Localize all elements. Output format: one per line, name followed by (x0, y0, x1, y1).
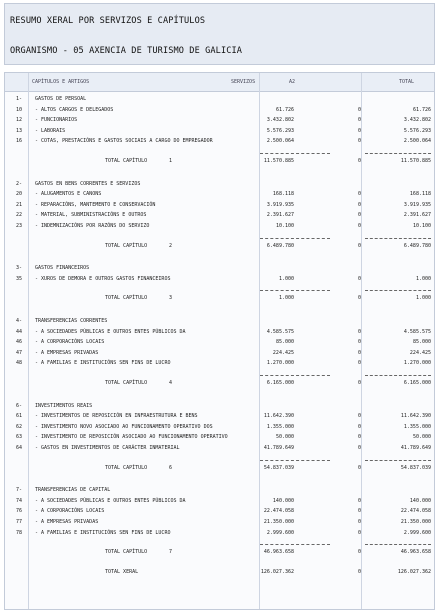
table-row (5, 116, 434, 124)
report-header (4, 3, 435, 65)
row-code: 12 (16, 117, 23, 124)
row-code: 48 (16, 360, 23, 367)
zero-value: 0 (357, 295, 361, 302)
a2-value: 168.118 (272, 191, 294, 198)
row-label: - A EMPRESAS PRIVADAS (35, 519, 99, 525)
total-value: 11.642.390 (400, 413, 431, 420)
budget-table (4, 72, 435, 610)
total-row (5, 242, 434, 250)
row-label: INVESTIMENTOS REAIS (35, 402, 93, 409)
a2-value: 2.500.064 (266, 138, 294, 145)
zero-value: 0 (357, 117, 361, 124)
row-code: 74 (16, 497, 23, 504)
subtotal-rule (260, 153, 330, 154)
a2-value: 46.963.658 (263, 549, 294, 556)
a2-value: 6.165.000 (266, 380, 294, 386)
row-label: TRANSFERENCIAS DE CAPITAL (35, 487, 111, 494)
total-value: 22.474.058 (400, 508, 431, 515)
row-label: - A FAMILIAS E INSTITUCIÓNS SEN FINS DE LUCRO (35, 360, 171, 367)
zero-value: 0 (357, 138, 361, 145)
row-code: 21 (16, 201, 23, 208)
table-row (5, 338, 434, 346)
a2-value: 11.570.885 (263, 158, 294, 164)
total-value: 6.489.780 (403, 242, 431, 249)
total-value: 41.789.649 (400, 445, 431, 451)
a2-value: 1.000 (278, 275, 294, 282)
row-code: 77 (16, 519, 23, 525)
total-value: 3.919.935 (403, 201, 431, 208)
a2-value: 2.999.600 (266, 529, 294, 536)
row-code: 6- (16, 402, 23, 409)
table-row (5, 507, 434, 515)
zero-value: 0 (357, 423, 361, 430)
row-label: - COTAS, PRESTACIÓNS E GASTOS SOCIAIS A CARGO DO EMPREGADOR (35, 138, 213, 145)
row-code: 20 (16, 191, 23, 198)
table-row (5, 275, 434, 283)
table-row (5, 497, 434, 505)
row-label: - A FAMILIAS E INSTITUCIÓNS SEN FINS DE LUCRO (35, 529, 171, 536)
total-value: 168.118 (409, 191, 431, 198)
zero-value: 0 (357, 242, 361, 249)
zero-value: 0 (357, 106, 361, 113)
zero-value: 0 (357, 191, 361, 198)
table-row (5, 201, 434, 209)
row-code: 76 (16, 508, 23, 515)
row-code: 46 (16, 339, 23, 346)
row-code: 4- (16, 318, 23, 324)
chapter-row (5, 264, 434, 272)
subtotal-rule (260, 375, 330, 376)
row-label: - GASTOS EN INVESTIMENTOS DE CARÁCTER INMATERIAL (35, 445, 180, 451)
total-row (5, 294, 434, 302)
zero-value: 0 (357, 223, 361, 229)
row-code: 16 (16, 138, 23, 145)
total-row (5, 548, 434, 556)
table-row (5, 190, 434, 198)
zero-value: 0 (357, 519, 361, 525)
a2-value: 5.576.293 (266, 127, 294, 134)
chapter-number: 6 (169, 464, 173, 471)
row-label: TRANSFERENCIAS CORRENTES (35, 318, 108, 324)
report-title: RESUMO XERAL POR SERVIZOS E CAPÍTULOS (10, 16, 206, 26)
chapter-row (5, 180, 434, 188)
row-label: TOTAL CAPÍTULO (105, 380, 148, 386)
table-row (5, 328, 434, 336)
zero-value: 0 (357, 328, 361, 335)
a2-value: 11.642.390 (263, 413, 294, 420)
zero-value: 0 (357, 380, 361, 386)
chapter-number: 4 (169, 380, 173, 386)
subtotal-rule (365, 460, 431, 461)
table-row (5, 423, 434, 431)
a2-value: 50.000 (275, 434, 294, 441)
row-label: - A CORPORACIÓNS LOCAIS (35, 508, 105, 515)
total-value: 10.100 (412, 223, 431, 229)
row-label: - A SOCIEDADES PÚBLICAS E OUTROS ENTES PÚBLICOS DA (35, 497, 186, 504)
a2-value: 10.100 (275, 223, 294, 229)
row-label: - A EMPRESAS PRIVADAS (35, 349, 99, 356)
total-value: 11.570.885 (400, 158, 431, 164)
table-row (5, 359, 434, 367)
total-value: 1.000 (415, 295, 431, 302)
row-code: 7- (16, 487, 23, 494)
a2-value: 6.489.780 (266, 242, 294, 249)
zero-value: 0 (357, 201, 361, 208)
row-label: - INVESTIMENTO DE REPOSICIÓN ASOCIADO AO FUNCIONAMENTO OPERATIVO (35, 434, 228, 441)
row-code: 13 (16, 127, 23, 134)
row-label: - A CORPORACIÓNS LOCAIS (35, 339, 105, 346)
row-code: 62 (16, 423, 23, 430)
chapter-number: 1 (169, 158, 173, 164)
zero-value: 0 (357, 497, 361, 504)
column-header (5, 73, 434, 92)
row-code: 44 (16, 328, 23, 335)
total-value: 1.270.000 (403, 360, 431, 367)
subtotal-rule (260, 544, 330, 545)
zero-value: 0 (357, 275, 361, 282)
subtotal-rule (260, 460, 330, 461)
zero-value: 0 (357, 349, 361, 356)
subtotal-rule (365, 153, 431, 154)
row-label: - REPARACIÓNS, MANTEMENTO E CONSERVACIÓN (35, 201, 156, 208)
row-code: 10 (16, 106, 23, 113)
total-row (5, 379, 434, 387)
zero-value: 0 (357, 529, 361, 536)
row-label: TOTAL XERAL (105, 568, 139, 575)
table-row (5, 433, 434, 441)
table-row (5, 518, 434, 526)
zero-value: 0 (357, 127, 361, 134)
column-services: SERVIZOS (231, 79, 256, 85)
row-code: 2- (16, 180, 23, 187)
zero-value: 0 (357, 434, 361, 441)
total-value: 5.576.293 (403, 127, 431, 134)
row-label: GASTOS DE PERSOAL (35, 96, 87, 102)
zero-value: 0 (357, 212, 361, 219)
zero-value: 0 (357, 158, 361, 164)
total-row (5, 157, 434, 165)
zero-value: 0 (357, 508, 361, 515)
total-value: 61.726 (412, 106, 431, 113)
row-code: 1- (16, 96, 23, 102)
chapter-number: 3 (169, 295, 173, 302)
row-code: 22 (16, 212, 23, 219)
row-label: - INVESTIMENTOS DE REPOSICIÓN EN INFRAESTRUTURA E BENS (35, 413, 198, 420)
total-value: 6.165.000 (403, 380, 431, 386)
row-label: - ALUGAMENTOS E CANONS (35, 191, 102, 198)
row-code: 64 (16, 445, 23, 451)
chapter-row (5, 402, 434, 410)
row-label: - LABORAIS (35, 127, 66, 134)
table-row (5, 444, 434, 452)
table-row (5, 222, 434, 230)
row-code: 47 (16, 349, 23, 356)
row-label: - FUNCIONARIOS (35, 117, 78, 124)
row-code: 35 (16, 275, 23, 282)
zero-value: 0 (357, 339, 361, 346)
zero-value: 0 (357, 413, 361, 420)
total-value: 1.000 (415, 275, 431, 282)
a2-value: 3.432.802 (266, 117, 294, 124)
row-code: 3- (16, 265, 23, 272)
a2-value: 224.425 (272, 349, 294, 356)
chapter-number: 7 (169, 549, 173, 556)
zero-value: 0 (357, 549, 361, 556)
subtotal-rule (365, 238, 431, 239)
a2-value: 2.391.627 (266, 212, 294, 219)
table-row (5, 211, 434, 219)
total-row (5, 464, 434, 472)
total-value: 3.432.802 (403, 117, 431, 124)
a2-value: 4.585.575 (266, 328, 294, 335)
chapter-row (5, 317, 434, 325)
chapter-number: 2 (169, 242, 173, 249)
column-total: TOTAL (399, 79, 415, 85)
column-a2: A2 (289, 79, 296, 85)
total-value: 224.425 (409, 349, 431, 356)
row-code: 23 (16, 223, 23, 229)
a2-value: 1.355.000 (266, 423, 294, 430)
a2-value: 41.789.649 (263, 445, 294, 451)
chapter-row (5, 95, 434, 103)
subtotal-rule (365, 544, 431, 545)
table-row (5, 106, 434, 114)
a2-value: 126.027.362 (260, 568, 294, 575)
row-label: - MATERIAL, SUBMINISTRACIÓNS E OUTROS (35, 212, 147, 219)
total-value: 21.350.000 (400, 519, 431, 525)
subtotal-rule (260, 238, 330, 239)
row-label: TOTAL CAPÍTULO (105, 549, 148, 556)
row-label: GASTOS FINANCEIROS (35, 265, 90, 272)
a2-value: 61.726 (275, 106, 294, 113)
row-code: 78 (16, 529, 23, 536)
row-label: - INVESTIMENTO NOVO ASOCIADO AO FUNCIONAMENTO OPERATIVO DOS (35, 423, 213, 430)
row-label: - XUROS DE DEMORA E OUTROS GASTOS FINANCEIROS (35, 275, 171, 282)
total-value: 46.963.658 (400, 549, 431, 556)
total-value: 140.000 (409, 497, 431, 504)
total-value: 2.999.600 (403, 529, 431, 536)
row-label: GASTOS EN BENS CORRENTES E SERVIZOS (35, 180, 141, 187)
row-label: - INDEMNIZACIÓNS POR RAZÓNS DO SERVIZO (35, 223, 150, 229)
a2-value: 22.474.058 (263, 508, 294, 515)
a2-value: 1.000 (278, 295, 294, 302)
a2-value: 85.000 (275, 339, 294, 346)
chapter-row (5, 486, 434, 494)
zero-value: 0 (357, 445, 361, 451)
grand-total-row (5, 568, 434, 576)
total-value: 4.585.575 (403, 328, 431, 335)
row-label: - A SOCIEDADES PÚBLICAS E OUTROS ENTES PÚBLICOS DA (35, 328, 186, 335)
a2-value: 54.837.039 (263, 464, 294, 471)
total-value: 54.837.039 (400, 464, 431, 471)
total-value: 1.355.000 (403, 423, 431, 430)
subtotal-rule (365, 375, 431, 376)
zero-value: 0 (357, 568, 361, 575)
row-label: TOTAL CAPÍTULO (105, 464, 148, 471)
row-label: TOTAL CAPÍTULO (105, 158, 148, 164)
a2-value: 1.270.000 (266, 360, 294, 367)
row-label: TOTAL CAPÍTULO (105, 242, 148, 249)
row-code: 63 (16, 434, 23, 441)
row-label: TOTAL CAPÍTULO (105, 295, 148, 302)
table-row (5, 529, 434, 537)
total-value: 126.027.362 (397, 568, 431, 575)
table-row (5, 137, 434, 145)
total-value: 2.500.064 (403, 138, 431, 145)
subtotal-rule (365, 290, 431, 291)
table-row (5, 349, 434, 357)
row-label: - ALTOS CARGOS E DELEGADOS (35, 106, 114, 113)
total-value: 85.000 (412, 339, 431, 346)
table-row (5, 127, 434, 135)
column-chapters: CAPÍTULOS E ARTIGOS (32, 79, 90, 85)
row-code: 61 (16, 413, 23, 420)
zero-value: 0 (357, 360, 361, 367)
organism-title: ORGANISMO - 05 AXENCIA DE TURISMO DE GALICIA (10, 46, 243, 56)
total-value: 2.391.627 (403, 212, 431, 219)
table-row (5, 412, 434, 420)
a2-value: 3.919.935 (266, 201, 294, 208)
total-value: 50.000 (412, 434, 431, 441)
subtotal-rule (260, 290, 330, 291)
zero-value: 0 (357, 464, 361, 471)
a2-value: 140.000 (272, 497, 294, 504)
a2-value: 21.350.000 (263, 519, 294, 525)
